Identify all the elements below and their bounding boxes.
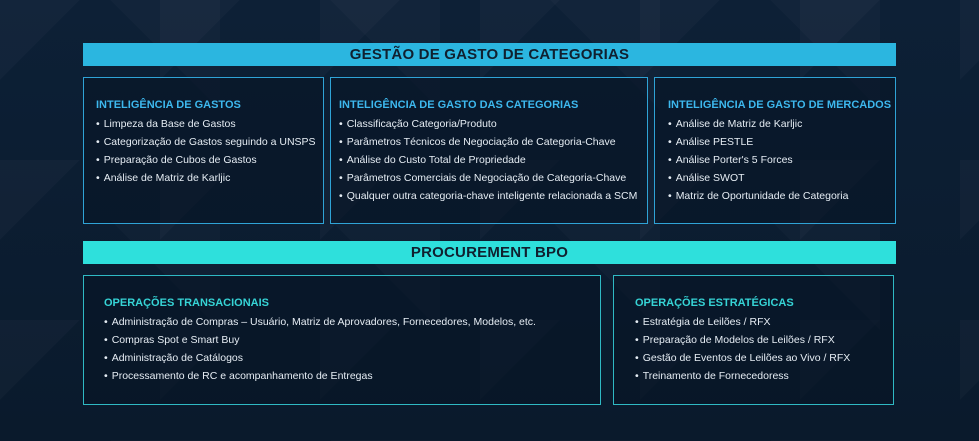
card-list — [104, 313, 600, 385]
card-title: INTELIGÊNCIA DE GASTO DE MERCADOS — [668, 99, 892, 111]
list-item: • Limpeza da Base de Gastos — [96, 115, 323, 133]
list-item: • Análise SWOT — [668, 169, 895, 187]
list-item: • Preparação de Cubos de Gastos — [96, 151, 323, 169]
list-item: • Treinamento de Fornecedoress — [635, 367, 893, 385]
list-item: • Análise do Custo Total de Propriedade — [339, 151, 647, 169]
list-item: • Classificação Categoria/Produto — [339, 115, 647, 133]
section-title: GESTÃO DE GASTO DE CATEGORIAS — [349, 46, 630, 63]
list-item: • Gestão de Eventos de Leilões ao Vivo / RFX — [635, 349, 893, 367]
list-item: • Processamento de RC e acompanhamento de Entregas — [104, 367, 600, 385]
section-title: PROCUREMENT BPO — [410, 244, 569, 261]
card-category-intelligence — [330, 77, 648, 224]
card-transactional-operations — [83, 275, 601, 405]
list-item: • Preparação de Modelos de Leilões / RFX — [635, 331, 893, 349]
list-item: • Estratégia de Leilões / RFX — [635, 313, 893, 331]
card-market-intelligence — [654, 77, 896, 224]
card-title: INTELIGÊNCIA DE GASTO DAS CATEGORIAS — [339, 99, 579, 111]
card-list — [635, 313, 893, 385]
list-item: • Análise de Matriz de Karljic — [96, 169, 323, 187]
list-item: • Administração de Catálogos — [104, 349, 600, 367]
card-title: INTELIGÊNCIA DE GASTOS — [96, 99, 241, 111]
card-strategic-operations — [613, 275, 894, 405]
card-title: OPERAÇÕES ESTRATÉGICAS — [635, 297, 794, 309]
list-item: • Análise de Matriz de Karljic — [668, 115, 895, 133]
list-item: • Administração de Compras – Usuário, Matriz de Aprovadores, Fornecedores, Modelos, etc. — [104, 313, 600, 331]
list-item: • Parâmetros Técnicos de Negociação de Categoria-Chave — [339, 133, 647, 151]
list-item: • Parâmetros Comerciais de Negociação de Categoria-Chave — [339, 169, 647, 187]
list-item: • Categorização de Gastos seguindo a UNSPS — [96, 133, 323, 151]
card-title: OPERAÇÕES TRANSACIONAIS — [104, 297, 270, 309]
card-list — [339, 115, 647, 205]
card-spend-intelligence — [83, 77, 324, 224]
section-banner-procurement-bpo — [83, 241, 896, 264]
list-item: • Compras Spot e Smart Buy — [104, 331, 600, 349]
list-item: • Matriz de Oportunidade de Categoria — [668, 187, 895, 205]
list-item: • Análise Porter's 5 Forces — [668, 151, 895, 169]
card-list — [668, 115, 895, 205]
list-item: • Qualquer outra categoria-chave inteligente relacionada a SCM — [339, 187, 647, 205]
card-list — [96, 115, 323, 187]
list-item: • Análise PESTLE — [668, 133, 895, 151]
section-banner-category-spend — [83, 43, 896, 66]
